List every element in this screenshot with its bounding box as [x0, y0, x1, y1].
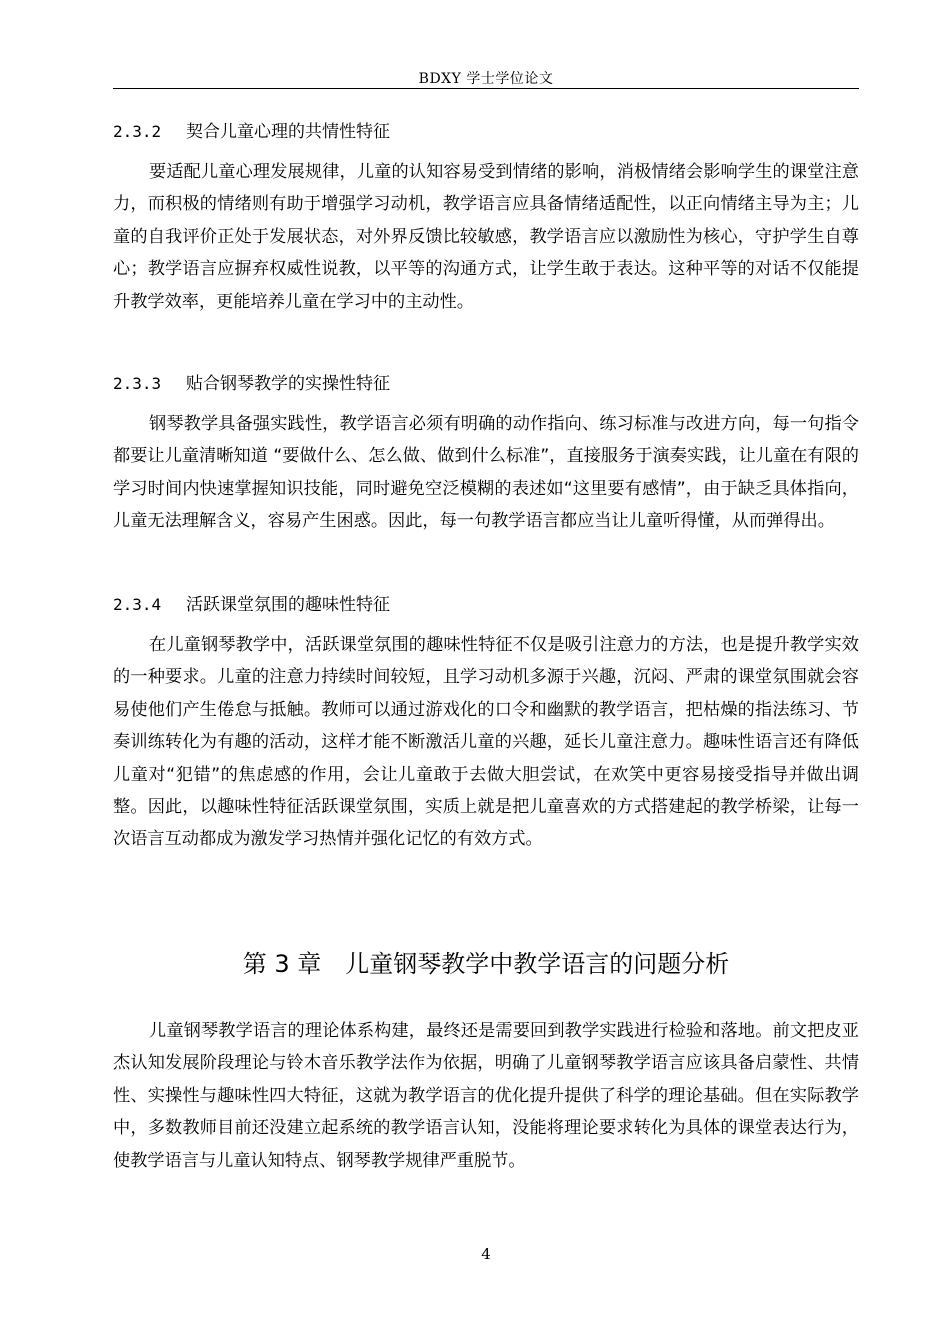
section-heading-2-3-2 [113, 121, 859, 143]
section-body-2-3-2: 要适配儿童心理发展规律，儿童的认知容易受到情绪的影响，消极情绪会影响学生的课堂注意力，而积极的情绪则有助于增强学习动机，教学语言应具备情绪适配性，以正向情绪主导为主；儿童的自我评价正处于发展状态，对外界反馈比较敏感，教学语言应以激励性为核心，守护学生自尊心；教学语言应摒弃权威性说教，以平等的沟通方式，让学生敢于表达。这种平等的对话不仅能提升教学效率，更能培养儿童在学习中的主动性。 [113, 162, 859, 312]
section-body-2-3-4: 在儿童钢琴教学中，活跃课堂氛围的趣味性特征不仅是吸引注意力的方法，也是提升教学实效的一种要求。儿童的注意力持续时间较短，且学习动机多源于兴趣，沉闷、严肃的课堂氛围就会容易使他们产生倦怠与抵触。教师可以通过游戏化的口令和幽默的教学语言，把枯燥的指法练习、节奏训练转化为有趣的活动，这样才能不断激活儿童的兴趣，延长儿童注意力。趣味性语言还有降低儿童对“犯错”的焦虑感的作用，会让儿童敢于去做大胆尝试，在欢笑中更容易接受指导并做出调整。因此，以趣味性特征活跃课堂氛围，实质上就是把儿童喜欢的方式搭建起的教学桥梁，让每一次语言互动都成为激发学习热情并强化记忆的有效方式。 [113, 635, 859, 850]
section-heading-2-3-3 [113, 373, 859, 395]
chapter-number: 第 3 章 [242, 950, 322, 978]
header-rule [113, 88, 859, 89]
section-number: 2.3.2 [113, 122, 162, 141]
section-body-2-3-3: 钢琴教学具备强实践性，教学语言必须有明确的动作指向、练习标准与改进方向，每一句指令都要让儿童清晰知道 “要做什么、怎么做、做到什么标准”，直接服务于演奏实践，让儿童在有限的学习时间内快速掌握知识技能，同时避免空泛模糊的表述如“这里要有感情”，由于缺乏具体指向，儿童无法理解含义，容易产生困惑。因此，每一句教学语言都应当让儿童听得懂，从而弹得出。 [113, 414, 859, 532]
section-title: 贴合钢琴教学的实操性特征 [186, 374, 390, 394]
section-number: 2.3.3 [113, 374, 162, 393]
chapter-name: 儿童钢琴教学中教学语言的问题分析 [345, 950, 730, 978]
chapter-title [113, 949, 859, 979]
section-title: 契合儿童心理的共情性特征 [186, 122, 390, 142]
chapter-intro: 儿童钢琴教学语言的理论体系构建，最终还是需要回到教学实践进行检验和落地。前文把皮亚杰认知发展阶段理论与铃木音乐教学法作为依据，明确了儿童钢琴教学语言应该具备启蒙性、共情性、实操性与趣味性四大特征，这就为教学语言的优化提升提供了科学的理论基础。但在实际教学中，多数教师目前还没建立起系统的教学语言认知，没能将理论要求转化为具体的课堂表达行为，使教学语言与儿童认知特点、钢琴教学规律严重脱节。 [113, 1021, 859, 1171]
section-heading-2-3-4 [113, 594, 859, 616]
section-number: 2.3.4 [113, 595, 162, 614]
page-number: 4 [481, 1245, 491, 1263]
running-header: BDXY 学士学位论文 [418, 71, 554, 87]
section-title: 活跃课堂氛围的趣味性特征 [186, 595, 390, 615]
